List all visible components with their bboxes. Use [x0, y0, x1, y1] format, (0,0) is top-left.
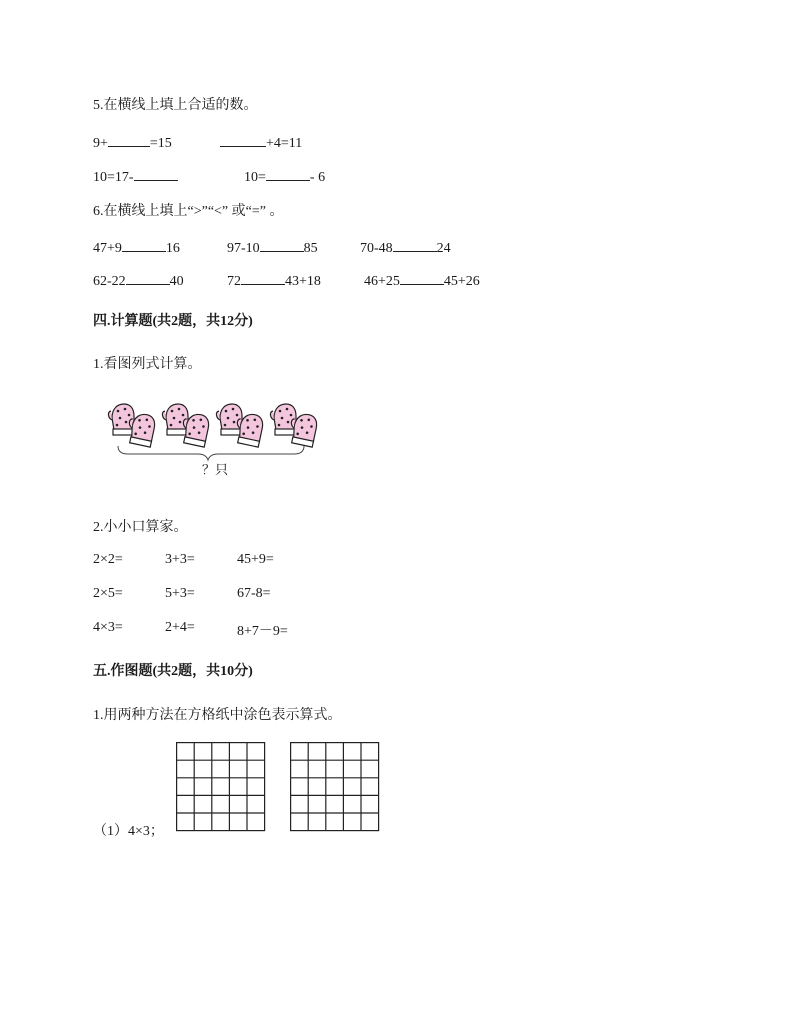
q6-title: 6.在横线上填上“>”“<” 或“=” 。 — [93, 204, 284, 219]
s5-q1-title: 1.用两种方法在方格纸中涂色表示算式。 — [93, 708, 342, 723]
section5-heading: 五.作图题(共2题，共10分) — [93, 664, 253, 679]
compare-blank[interactable] — [241, 270, 285, 285]
expr-right: 85 — [303, 241, 318, 256]
expr-right: 24 — [436, 241, 451, 256]
figure-question-label: ？只 — [202, 463, 229, 478]
expr-text: 10= — [244, 170, 266, 185]
mitten-pair-3 — [216, 404, 264, 447]
mitten-pair-1 — [108, 404, 156, 447]
expr-left: 47+9 — [93, 241, 122, 256]
expr-text: =15 — [149, 136, 172, 151]
answer-blank[interactable] — [134, 166, 178, 181]
oral-item: 45+9= — [237, 552, 274, 567]
q6-row2-item1 — [93, 270, 184, 290]
sub1-label: （1）4×3； — [93, 824, 164, 839]
expr-left: 46+25 — [364, 274, 400, 289]
oral-item: 2×5= — [93, 586, 123, 601]
expr-left: 72 — [227, 274, 241, 289]
oral-item: 4×3= — [93, 620, 123, 635]
expr-right: 40 — [169, 274, 184, 289]
expr-right: 43+18 — [285, 274, 321, 289]
expr-left: 97-10 — [227, 241, 260, 256]
oral-item: 3+3= — [165, 552, 195, 567]
mitten-pair-2 — [162, 404, 210, 447]
answer-blank[interactable] — [220, 132, 266, 147]
oral-item: 8+7－9= — [237, 624, 288, 639]
expr-left: 62-22 — [93, 274, 126, 289]
s4-q2-title: 2.小小口算家。 — [93, 520, 188, 535]
q5-row1-a — [93, 132, 172, 152]
expr-text: 10=17- — [93, 170, 134, 185]
s4-q1-title: 1.看图列式计算。 — [93, 357, 202, 372]
expr-text: - 6 — [309, 170, 326, 185]
q5-row2-b — [244, 166, 325, 186]
oral-item: 2+4= — [165, 620, 195, 635]
oral-item: 5+3= — [165, 586, 195, 601]
q6-row2-item2 — [227, 270, 321, 290]
q6-row1-item2 — [227, 237, 318, 257]
expr-text: 9+ — [93, 136, 108, 151]
q6-row1-item3 — [360, 237, 451, 257]
expr-right: 45+26 — [443, 274, 480, 289]
answer-blank[interactable] — [108, 132, 150, 147]
q6-row2-item3 — [364, 270, 480, 290]
expr-text: +4=11 — [266, 136, 303, 151]
q5-row2-a — [93, 166, 178, 186]
expr-right: 16 — [165, 241, 180, 256]
expr-left: 70-48 — [360, 241, 393, 256]
oral-item: 67-8= — [237, 586, 271, 601]
square-grid-right[interactable] — [290, 742, 380, 832]
oral-item: 2×2= — [93, 552, 123, 567]
mitten-pair-4 — [270, 404, 318, 447]
compare-blank[interactable] — [400, 270, 444, 285]
q5-row1-b — [220, 132, 302, 152]
compare-blank[interactable] — [393, 237, 437, 252]
square-grid-left[interactable] — [176, 742, 266, 832]
q6-row1-item1 — [93, 237, 180, 257]
compare-blank[interactable] — [260, 237, 304, 252]
brace — [118, 446, 304, 460]
section4-heading: 四.计算题(共2题，共12分) — [93, 314, 253, 329]
compare-blank[interactable] — [122, 237, 166, 252]
compare-blank[interactable] — [126, 270, 170, 285]
q5-title: 5.在横线上填上合适的数。 — [93, 98, 258, 113]
answer-blank[interactable] — [266, 166, 310, 181]
